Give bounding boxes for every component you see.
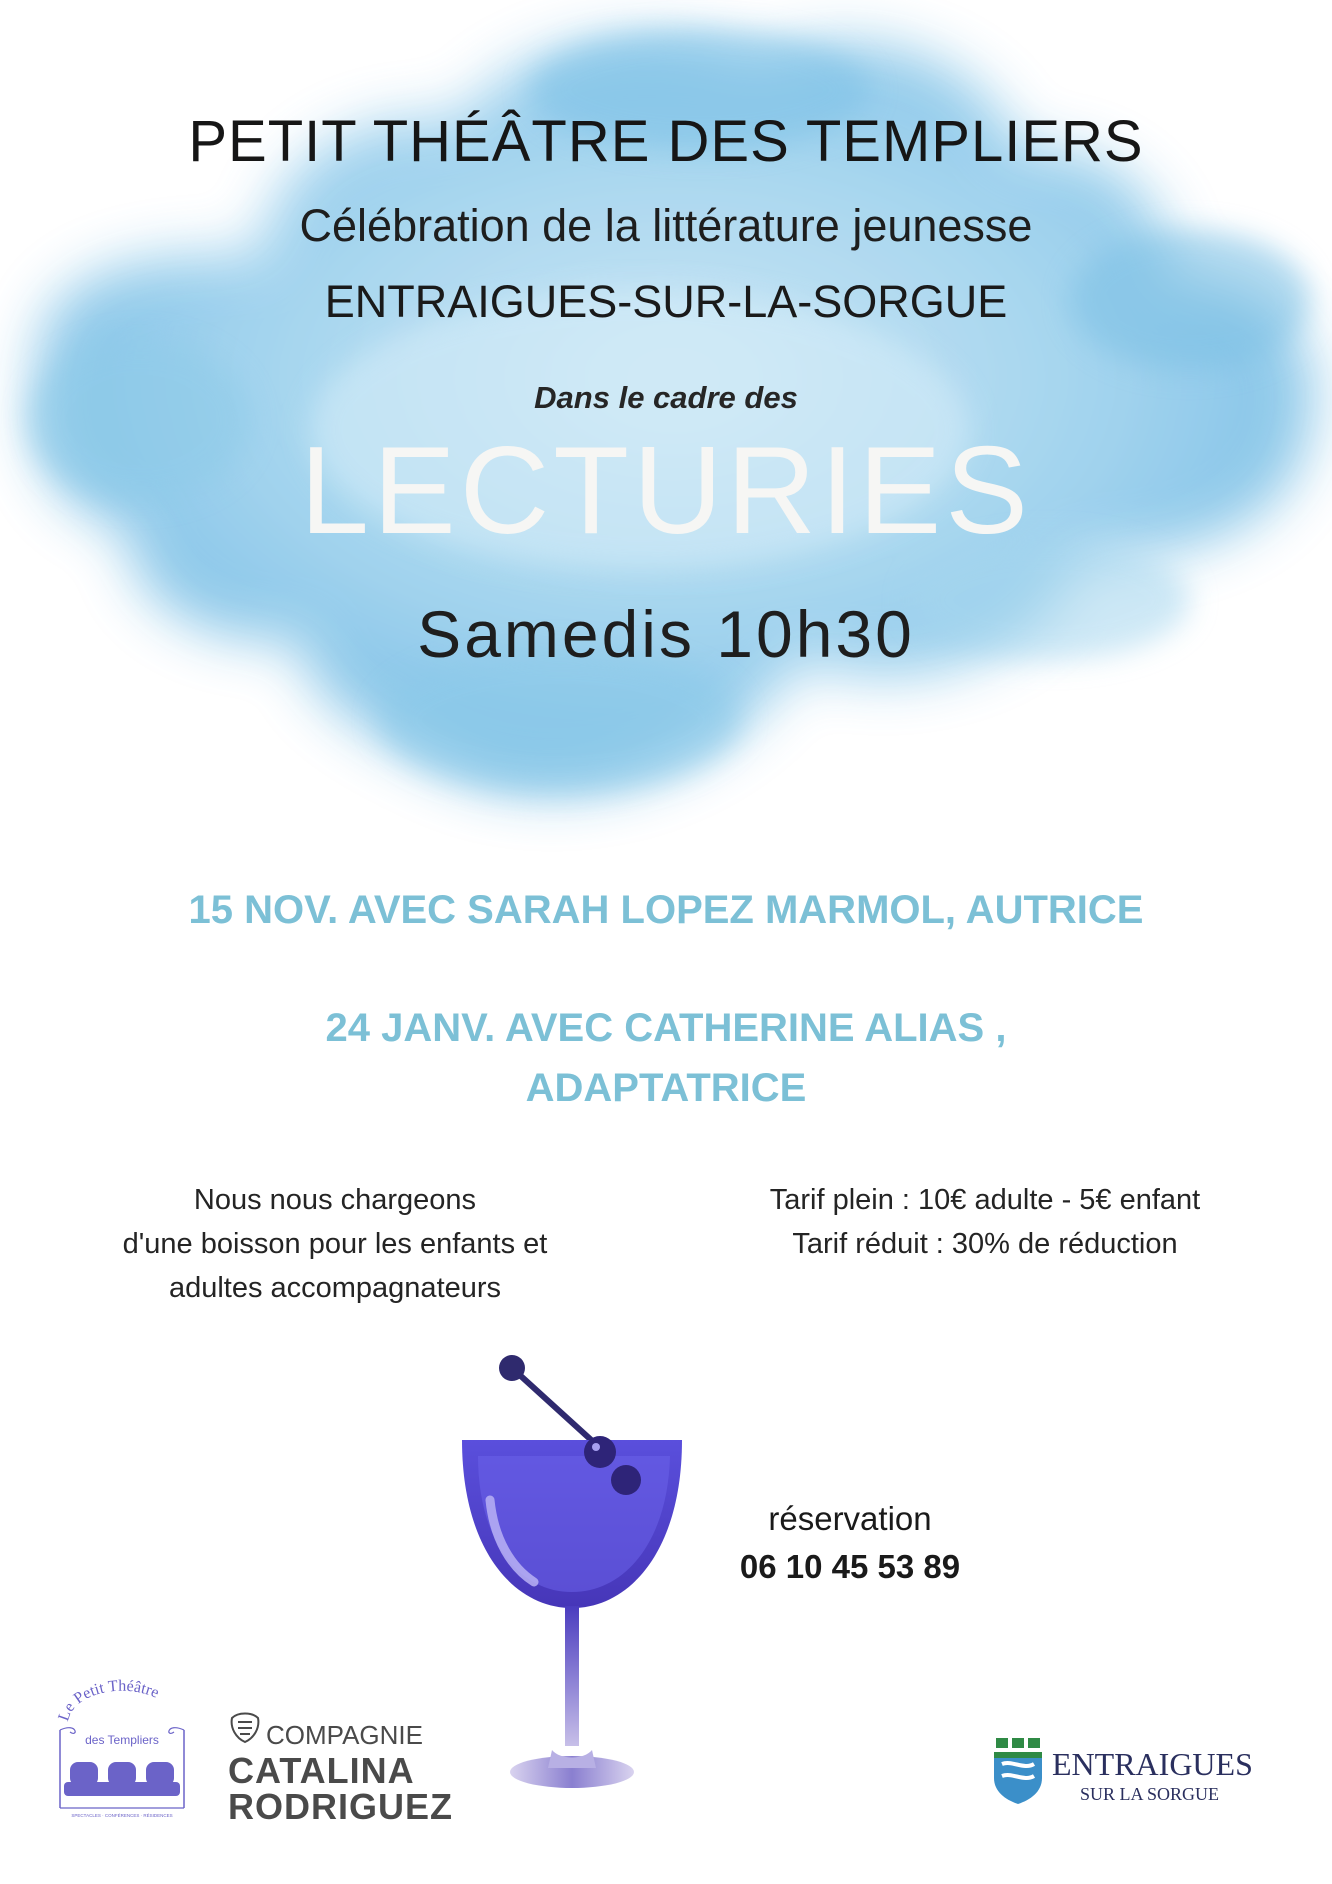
event-name: LECTURIES [300, 422, 1032, 560]
event-date-2: 24 JANV. AVEC CATHERINE ALIAS , [325, 1006, 1007, 1050]
price-line: Tarif réduit : 30% de réduction [792, 1228, 1178, 1260]
info-line: Nous nous chargeons [193, 1184, 477, 1216]
subtitle: Célébration de la littérature jeunesse [299, 200, 1033, 251]
event-date-2-role: ADAPTATRICE [525, 1066, 807, 1110]
info-line: adultes accompagnateurs [168, 1272, 502, 1304]
compagnie-logo [228, 1706, 453, 1827]
reservation-phone[interactable]: 06 10 45 53 89 [739, 1548, 961, 1585]
intro-text: Dans le cadre des [534, 380, 798, 415]
entraigues-name: ENTRAIGUES [1052, 1746, 1253, 1782]
entraigues-logo [988, 1730, 1278, 1810]
drinks-info [90, 1178, 580, 1310]
theatre-title: PETIT THÉÂTRE DES TEMPLIERS [188, 109, 1144, 174]
info-line: d'une boisson pour les enfants et [122, 1228, 548, 1260]
logo-footer: SPECTACLES · CONFÉRENCES · RÉSIDENCES [71, 1813, 173, 1818]
town-name: ENTRAIGUES-SUR-LA-SORGUE [324, 276, 1008, 327]
entraigues-sub: SUR LA SORGUE [1080, 1784, 1220, 1804]
compagnie-name-1: CATALINA [228, 1750, 415, 1791]
event-date-1: 15 NOV. AVEC SARAH LOPEZ MARMOL, AUTRICE [188, 888, 1144, 932]
price-line: Tarif plein : 10€ adulte - 5€ enfant [769, 1184, 1201, 1216]
pricing-info [740, 1178, 1230, 1266]
compagnie-label: COMPAGNIE [266, 1720, 423, 1750]
town-shield-icon [992, 1734, 1044, 1806]
schedule: Samedis 10h30 [417, 597, 915, 671]
petit-theatre-logo [48, 1660, 196, 1820]
cocktail-glass-icon [420, 1340, 740, 1840]
logo-line2: des Templiers [85, 1733, 159, 1747]
reservation-label: réservation [768, 1500, 932, 1537]
crest-icon [228, 1710, 262, 1744]
compagnie-name-2: RODRIGUEZ [228, 1786, 453, 1827]
logo-arc-text: Le Petit Théâtre [55, 1677, 162, 1724]
